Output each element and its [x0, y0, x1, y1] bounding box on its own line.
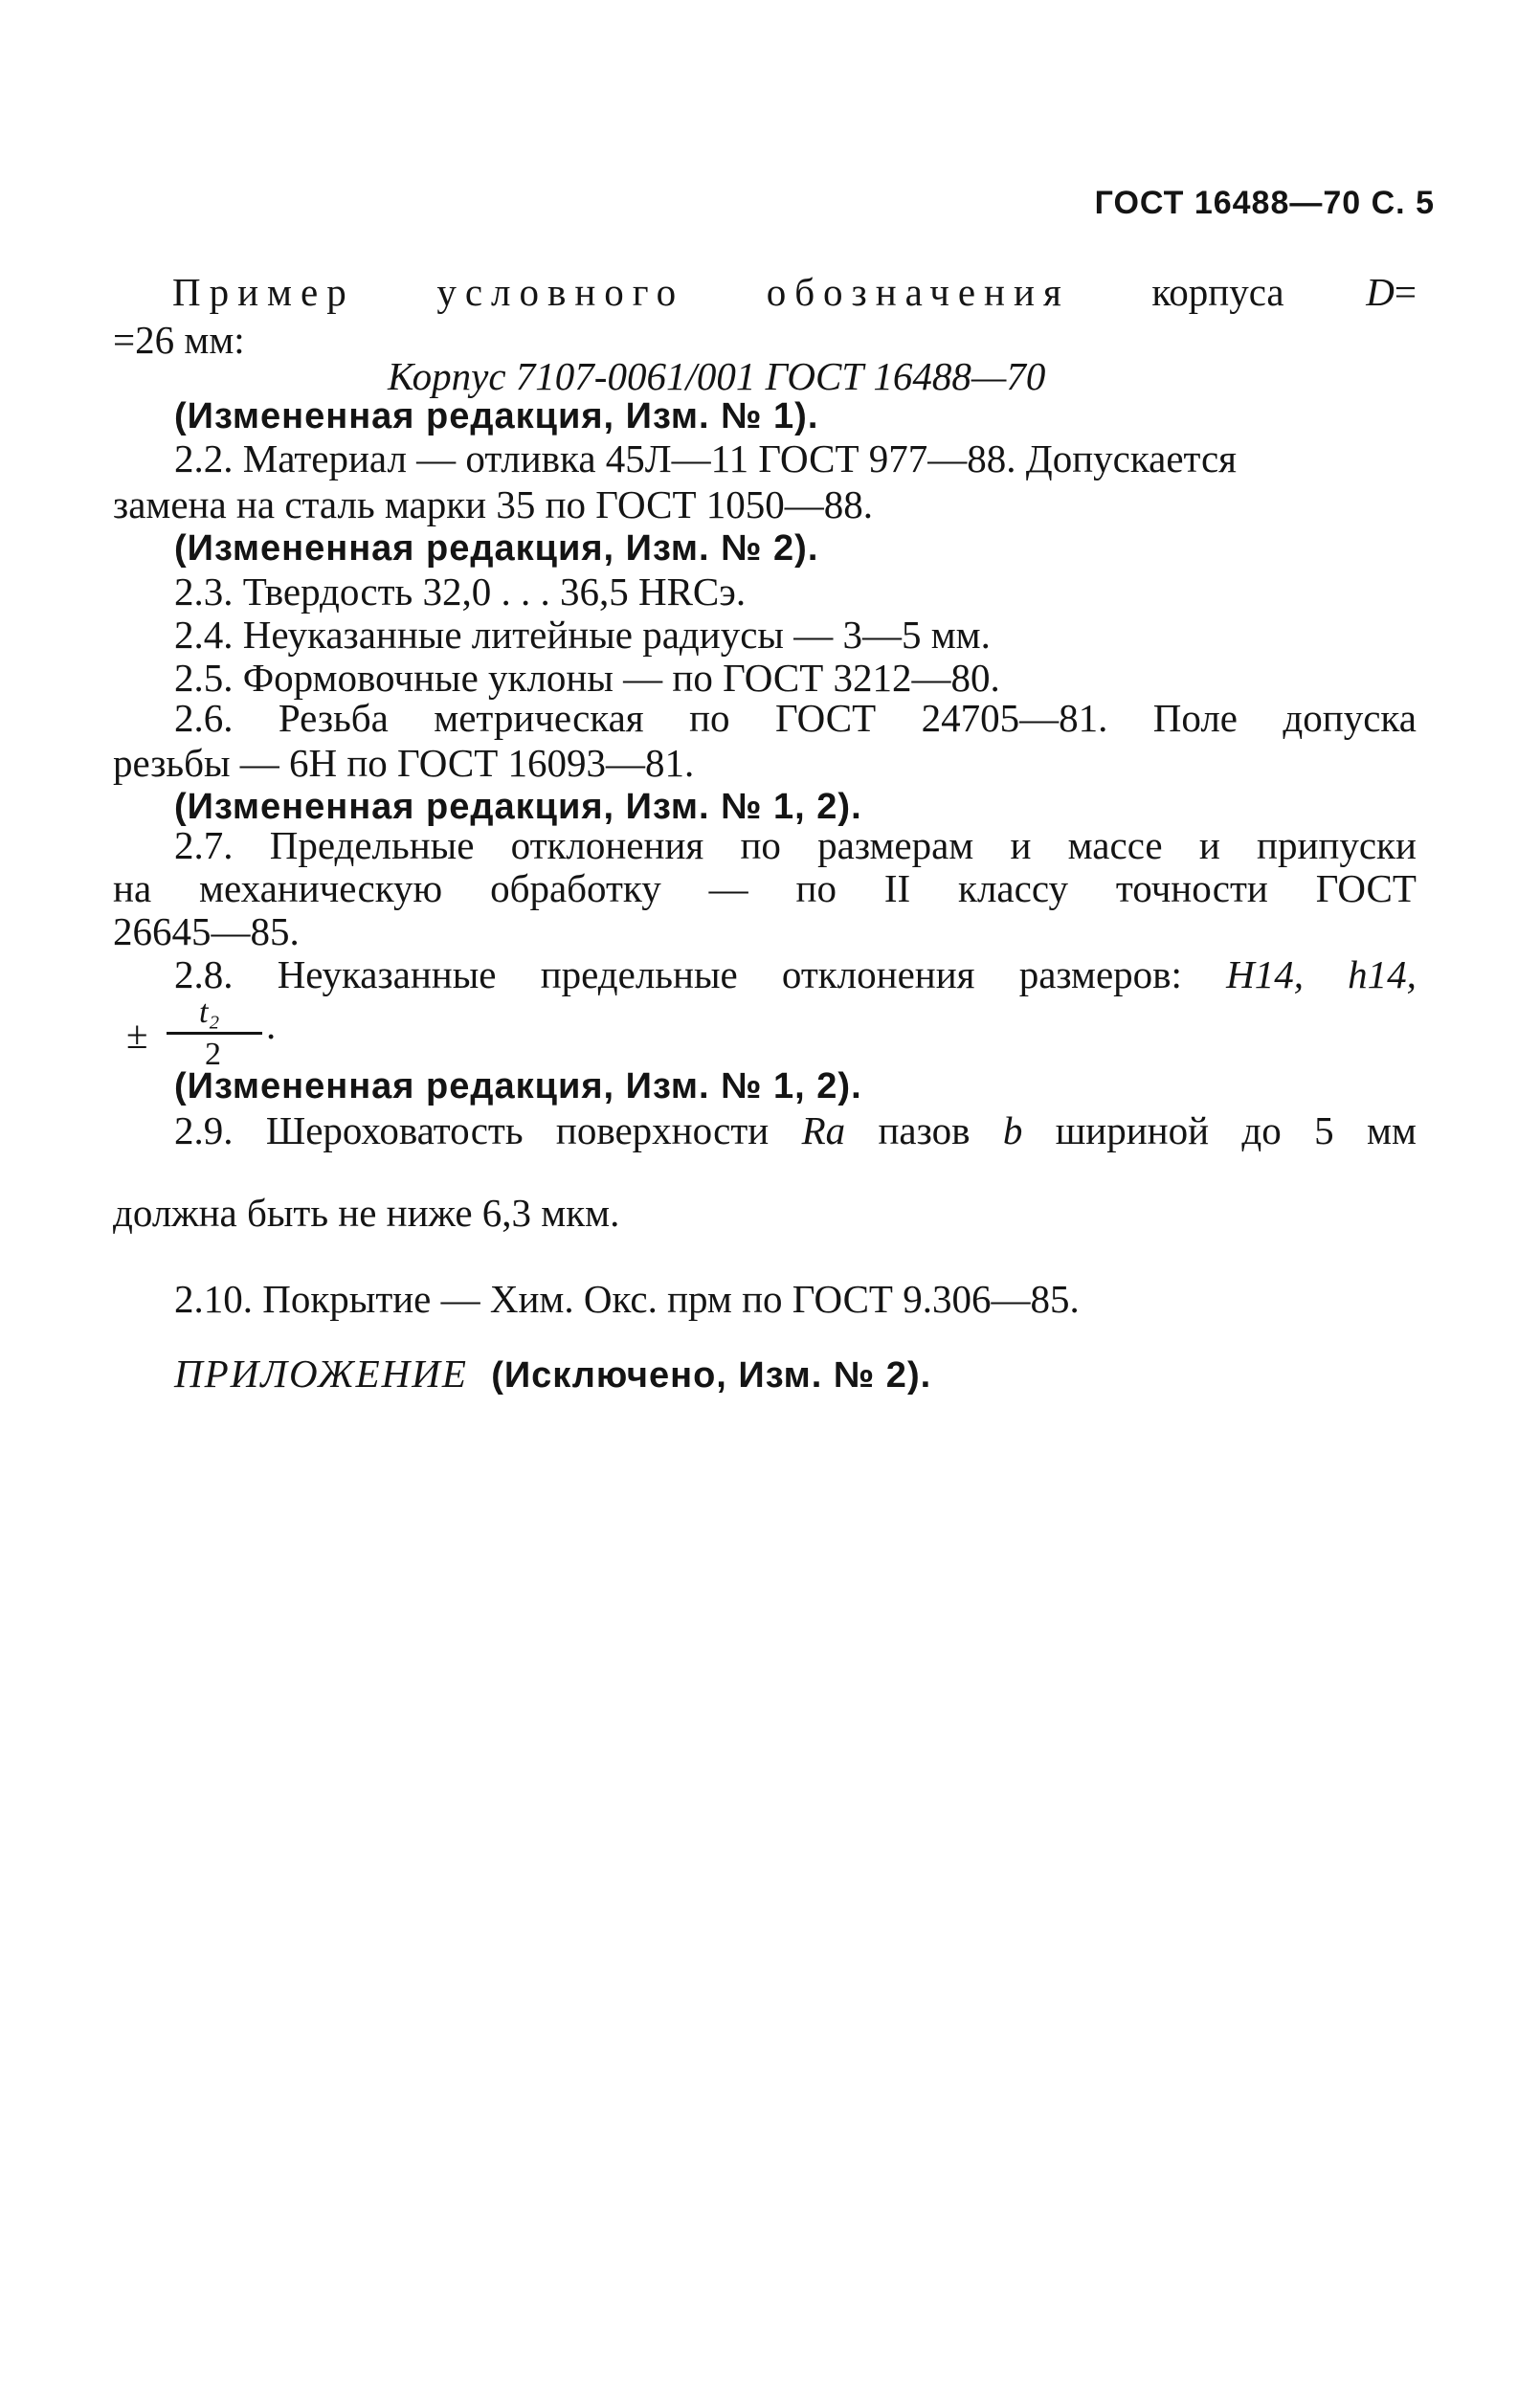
word: Неуказанные — [277, 952, 497, 996]
example-word: условного — [436, 270, 685, 314]
word: по — [740, 823, 781, 867]
amendment-note: (Измененная редакция, Изм. № 1). — [174, 396, 819, 436]
running-header: ГОСТ 16488—70 С. 5 — [1094, 185, 1435, 221]
word: отклонения — [781, 952, 975, 996]
word: по — [689, 696, 730, 740]
tolerance-h14-shaft: h14, — [1348, 952, 1417, 996]
word: 5 — [1314, 1108, 1334, 1152]
word: Предельные — [269, 823, 475, 867]
word: ГОСТ — [1315, 866, 1417, 910]
word: пазов — [878, 1108, 971, 1152]
item-2-3: 2.3. Твердость 32,0 . . . 36,5 HRCэ. — [174, 570, 747, 614]
word: массе — [1067, 823, 1163, 867]
word: на — [113, 866, 152, 910]
item-2-9-cont: должна быть не ниже 6,3 мкм. — [113, 1191, 620, 1235]
item-2-10: 2.10. Покрытие — Хим. Окс. прм по ГОСТ 9.306—85. — [174, 1277, 1080, 1321]
example-word: Пример — [172, 270, 355, 314]
word: 2.7. — [174, 823, 234, 867]
item-2-5: 2.5. Формовочные уклоны — по ГОСТ 3212—80. — [174, 656, 1000, 700]
word: 24705—81. — [921, 696, 1108, 740]
word: отклонения — [510, 823, 704, 867]
appendix-line — [174, 1352, 931, 1397]
appendix-title: ПРИЛОЖЕНИЕ — [174, 1352, 468, 1396]
word: 2.8. — [174, 952, 234, 996]
word: Шероховатость — [265, 1108, 524, 1152]
word: точности — [1115, 866, 1268, 910]
word: по — [795, 866, 837, 910]
fraction-denominator: 2 — [205, 1037, 221, 1072]
word: и — [1198, 823, 1220, 867]
equals-sign: = — [1394, 270, 1417, 314]
word: поверхности — [555, 1108, 770, 1152]
example-diameter: =26 мм: — [113, 318, 245, 362]
appendix-note: (Исключено, Изм. № 2). — [491, 1355, 932, 1396]
fraction-numerator: t₂ — [199, 994, 220, 1030]
item-2-9 — [174, 1108, 1417, 1152]
example-designation: Корпус 7107-0061/001 ГОСТ 16488—70 — [388, 354, 1046, 398]
item-2-7-cont — [113, 866, 1417, 910]
example-word: корпуса — [1151, 270, 1284, 314]
item-2-4: 2.4. Неуказанные литейные радиусы — 3—5 мм. — [174, 613, 991, 657]
word: размерам — [817, 823, 974, 867]
amendment-note: (Измененная редакция, Изм. № 2). — [174, 528, 819, 569]
word: классу — [958, 866, 1068, 910]
word: мм — [1367, 1108, 1417, 1152]
word: механическую — [199, 866, 443, 910]
word: до — [1241, 1108, 1282, 1152]
word: шириной — [1055, 1108, 1210, 1152]
word: и — [1010, 823, 1032, 867]
item-2-8 — [174, 952, 1417, 996]
tolerance-h14-hole: Н14, — [1226, 952, 1304, 996]
fraction-bar — [167, 1032, 262, 1035]
item-2-6 — [174, 696, 1417, 740]
variable-d: D — [1366, 270, 1395, 314]
symbol-ra: Ra — [801, 1108, 846, 1152]
word: 2.6. — [174, 696, 234, 740]
word: 2.9. — [174, 1108, 234, 1152]
item-2-6-cont: резьбы — 6Н по ГОСТ 16093—81. — [113, 741, 695, 785]
plus-minus-sign: ± — [126, 1013, 148, 1057]
item-2-2: 2.2. Материал — отливка 45Л—11 ГОСТ 977—88. Допускается — [174, 436, 1238, 480]
example-word: обозначения — [766, 270, 1070, 314]
word: предельные — [540, 952, 738, 996]
item-2-2-cont: замена на сталь марки 35 по ГОСТ 1050—88. — [113, 482, 873, 526]
example-var — [1366, 270, 1417, 314]
word: Поле — [1152, 696, 1238, 740]
word: допуска — [1283, 696, 1417, 740]
word: II — [883, 866, 911, 910]
word: метрическая — [434, 696, 644, 740]
word: ГОСТ — [774, 696, 877, 740]
fraction-period: . — [266, 1003, 277, 1047]
word: Резьба — [278, 696, 389, 740]
word: обработку — [490, 866, 661, 910]
word: размеров: — [1018, 952, 1182, 996]
item-2-7-cont2: 26645—85. — [113, 909, 300, 953]
example-heading-line — [172, 270, 1417, 314]
amendment-note: (Измененная редакция, Изм. № 1, 2). — [174, 1066, 862, 1106]
item-2-7 — [174, 823, 1417, 867]
word: припуски — [1257, 823, 1417, 867]
word: — — [708, 866, 748, 910]
amendment-note: (Измененная редакция, Изм. № 1, 2). — [174, 787, 862, 827]
symbol-b: b — [1002, 1108, 1023, 1152]
